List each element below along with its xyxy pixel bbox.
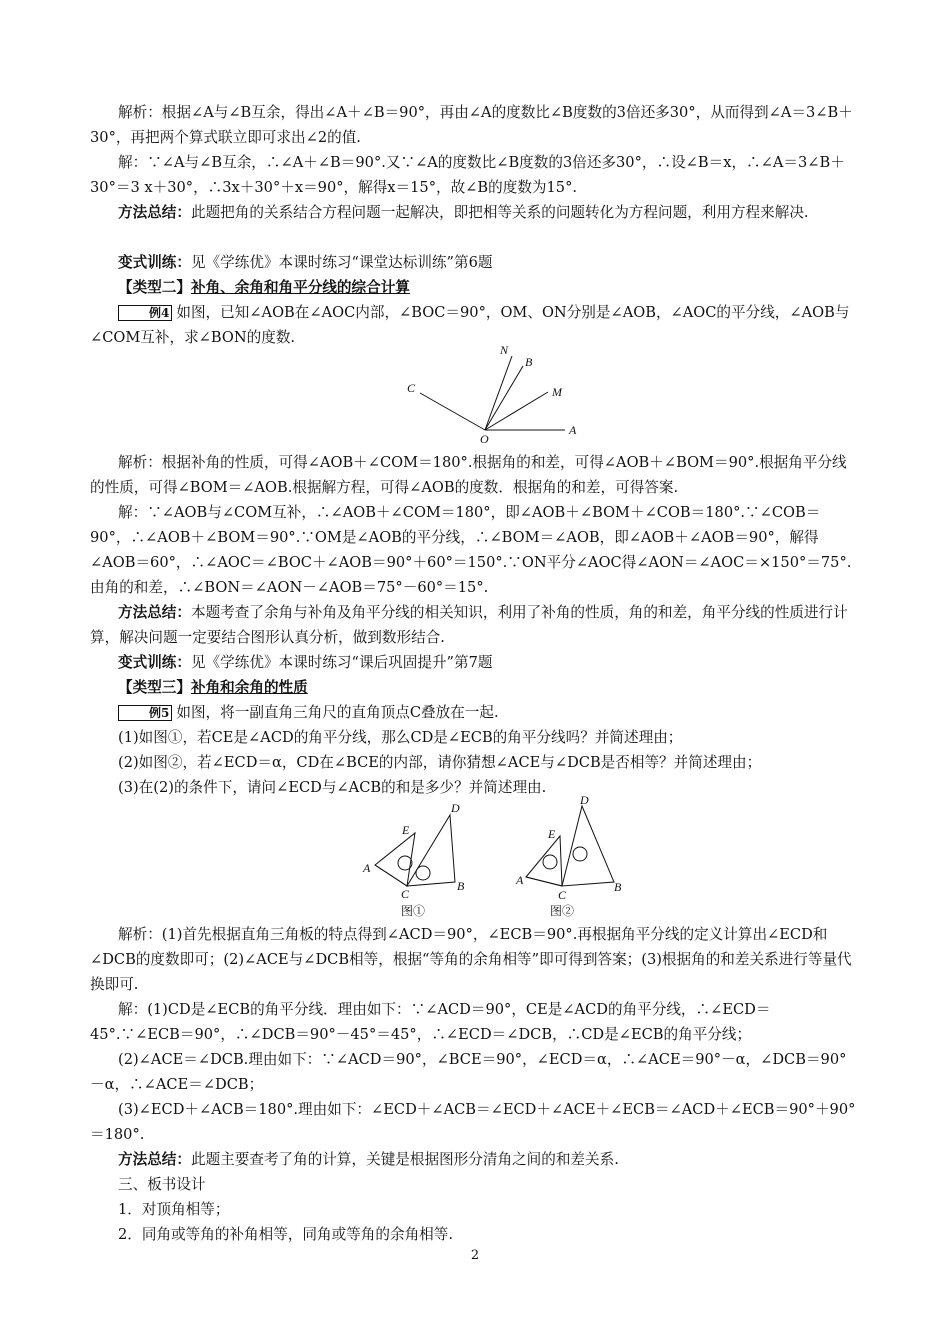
- fig2-label-c: C: [558, 888, 567, 902]
- fig2-label-d: D: [580, 793, 589, 807]
- type3-heading: [90, 675, 860, 700]
- variant-training-1: [90, 250, 860, 275]
- solution-paragraph-3: 解：(1)CD是∠ECB的角平分线．理由如下：∵∠ACD＝90°，CE是∠ACD的角平分线，∴∠ECD＝45°.∵∠ECB＝90°，∴∠DCB＝90°－45°＝45°，∴∠ECD＝∠DCB，∴CD是∠ECB的角平分线；: [90, 1001, 771, 1043]
- side-ca: [375, 865, 407, 886]
- triangle-figure-2: [510, 792, 630, 922]
- solution-paragraph-1: 解：∵∠A与∠B互余，∴∠A＋∠B＝90°.又∵∠A的度数比∠B度数的3倍还多30°，∴设∠B＝x，∴∠A＝3∠B＋30°＝3 x＋30°，∴3x＋30°＋x＝90°，解得x＝15°，故∠B的度数为15°.: [90, 154, 845, 196]
- fig1-label-c: C: [401, 887, 410, 901]
- fig2-label-e: E: [548, 827, 556, 841]
- triangle-figure-1: [355, 792, 475, 922]
- label-m: M: [552, 385, 562, 399]
- method-summary-label: 方法总结：: [118, 204, 191, 221]
- label-a: A: [569, 423, 577, 437]
- method-summary-label: 方法总结：: [118, 1151, 191, 1168]
- method-summary-text: 此题把角的关系结合方程问题一起解决，即把相等关系的问题转化为方程问题，利用方程来解决.: [190, 204, 809, 221]
- variant-training-2: [90, 650, 860, 675]
- type2-heading: [90, 275, 860, 300]
- angle-figure: [395, 342, 595, 447]
- question-2: (2)如图②，若∠ECD＝α，CD在∠BCE的内部，请你猜想∠ACE与∠DCB是否相等？并简述理由；: [118, 754, 762, 771]
- example5-text: 如图，将一副直角三角尺的直角顶点C叠放在一起.: [176, 704, 499, 721]
- ray-oc: [420, 393, 485, 430]
- method-summary-text: 此题主要查考了角的计算，关键是根据图形分清角之间的和差关系.: [190, 1151, 619, 1168]
- question-1: (1)如图①，若CE是∠ACD的角平分线，那么CD是∠ECB的角平分线吗？并简述理由；: [118, 729, 683, 746]
- board-item-2: 2．同角或等角的补角相等，同角或等角的余角相等.: [118, 1226, 453, 1243]
- type3-bracket: 【类型三】: [118, 679, 191, 696]
- fig1-label-b: B: [457, 879, 465, 893]
- variant-training-text: 见《学练优》本课时练习“课堂达标训练”第6题: [190, 254, 493, 271]
- variant-training-text: 见《学练优》本课时练习“课后巩固提升”第7题: [190, 654, 493, 671]
- label-b: B: [525, 355, 533, 369]
- analysis-paragraph-3: 解析：(1)首先根据直角三角板的特点得到∠ACD＝90°，∠ECB＝90°.再根据角平分线的定义计算出∠ECD和∠DCB的度数即可；(2)∠ACE与∠DCB相等，根据“等角的余角相等”即可得到答案；(3)根据角的和差关系进行等量代换即可.: [90, 926, 852, 993]
- variant-training-label: 变式训练：: [118, 654, 191, 671]
- example5-tag: 例5: [118, 705, 172, 721]
- analysis-paragraph-2: 解析：根据补角的性质，可得∠AOB＋∠COM＝180°.根据角的和差，可得∠AOB＋∠BOM＝90°.根据角平分线的性质，可得∠BOM＝∠AOB.根据解方程，可得∠AOB的度数．根据角的和差，可得答案.: [90, 454, 847, 496]
- hole-circle-2: [416, 866, 430, 880]
- label-c: C: [407, 381, 416, 395]
- method-summary-3: [90, 1147, 860, 1172]
- label-o: O: [480, 432, 489, 446]
- analysis-paragraph-1: 解析：根据∠A与∠B互余，得出∠A＋∠B＝90°，再由∠A的度数比∠B度数的3倍还多30°，从而得到∠A＝3∠B＋30°，再把两个算式联立即可求出∠2的值.: [90, 104, 853, 146]
- fig1-label-e: E: [402, 823, 410, 837]
- method-summary-2: [90, 600, 860, 650]
- ray-ob: [485, 366, 523, 430]
- side-ca-2: [526, 877, 562, 886]
- triangle-cdb: [407, 815, 455, 886]
- fig2-label-b: B: [614, 880, 622, 894]
- fig1-label-a: A: [363, 861, 371, 875]
- solution-part-3: (3)∠ECD＋∠ACB＝180°.理由如下：∠ECD＋∠ACB＝∠ECD＋∠ACE＋∠ECB＝∠ACD＋∠ECB＝90°＋90°＝180°.: [90, 1101, 856, 1143]
- type2-bracket: 【类型二】: [118, 279, 191, 296]
- variant-training-label: 变式训练：: [118, 254, 191, 271]
- figure-caption-1: 图①: [401, 904, 426, 918]
- method-summary-label: 方法总结：: [118, 604, 191, 621]
- method-summary-text: 本题考查了余角与补角及角平分线的相关知识，利用了补角的性质，角的和差，角平分线的性质进行计算，解决问题一定要结合图形认真分析，做到数形结合.: [90, 604, 848, 646]
- section-heading-board-design: 三、板书设计: [118, 1176, 206, 1193]
- fig2-label-a: A: [516, 873, 524, 887]
- solution-paragraph-2: 解：∵∠AOB与∠COM互补，∴∠AOB＋∠COM＝180°，即∠AOB＋∠BOM＋∠COB＝180°.∵∠COB＝90°，∴∠AOB＋∠BOM＝90°.∵OM是∠AOB的平分线，∴∠BOM＝∠AOB，即∠AOB＋∠AOB＝90°，解得∠AOB＝60°，∴∠AOC＝∠BOC＋∠AOB＝90°＋60°＝150°.∵ON平分∠AOC得∠AON＝∠AOC＝×150°＝75°.由角的和差，∴∠BON＝∠AON－∠AOB＝75°－60°＝15°.: [90, 504, 852, 596]
- figure-caption-2: 图②: [550, 904, 575, 918]
- ray-om: [485, 392, 548, 430]
- example4-text: 如图，已知∠AOB在∠AOC内部，∠BOC＝90°，OM、ON分别是∠AOB，∠AOC的平分线，∠AOB与∠COM互补，求∠BON的度数.: [90, 304, 850, 346]
- hole-circle-4: [573, 847, 587, 861]
- type2-title: 补角、余角和角平分线的综合计算: [190, 279, 410, 296]
- hole-circle-3: [543, 855, 557, 869]
- board-item-1: 1．对顶角相等；: [118, 1201, 230, 1218]
- fig1-label-d: D: [451, 801, 460, 815]
- example4-tag: 例4: [118, 305, 172, 321]
- type3-title: 补角和余角的性质: [190, 679, 308, 696]
- example5-paragraph: [90, 700, 860, 725]
- triangle-cdb-2: [562, 806, 614, 886]
- solution-part-2: (2)∠ACE＝∠DCB.理由如下：∵∠ACD＝90°，∠BCE＝90°，∠ECD＝α，∴∠ACE＝90°－α，∠DCB＝90°－α，∴∠ACE＝∠DCB；: [90, 1051, 847, 1093]
- hole-circle-1: [398, 856, 412, 870]
- page-number: 2: [470, 1248, 480, 1263]
- label-n: N: [500, 343, 509, 357]
- question-3: (3)在(2)的条件下，请问∠ECD与∠ACB的和是多少？并简述理由.: [118, 779, 547, 796]
- ray-on: [485, 356, 512, 430]
- method-summary-1: [90, 200, 860, 225]
